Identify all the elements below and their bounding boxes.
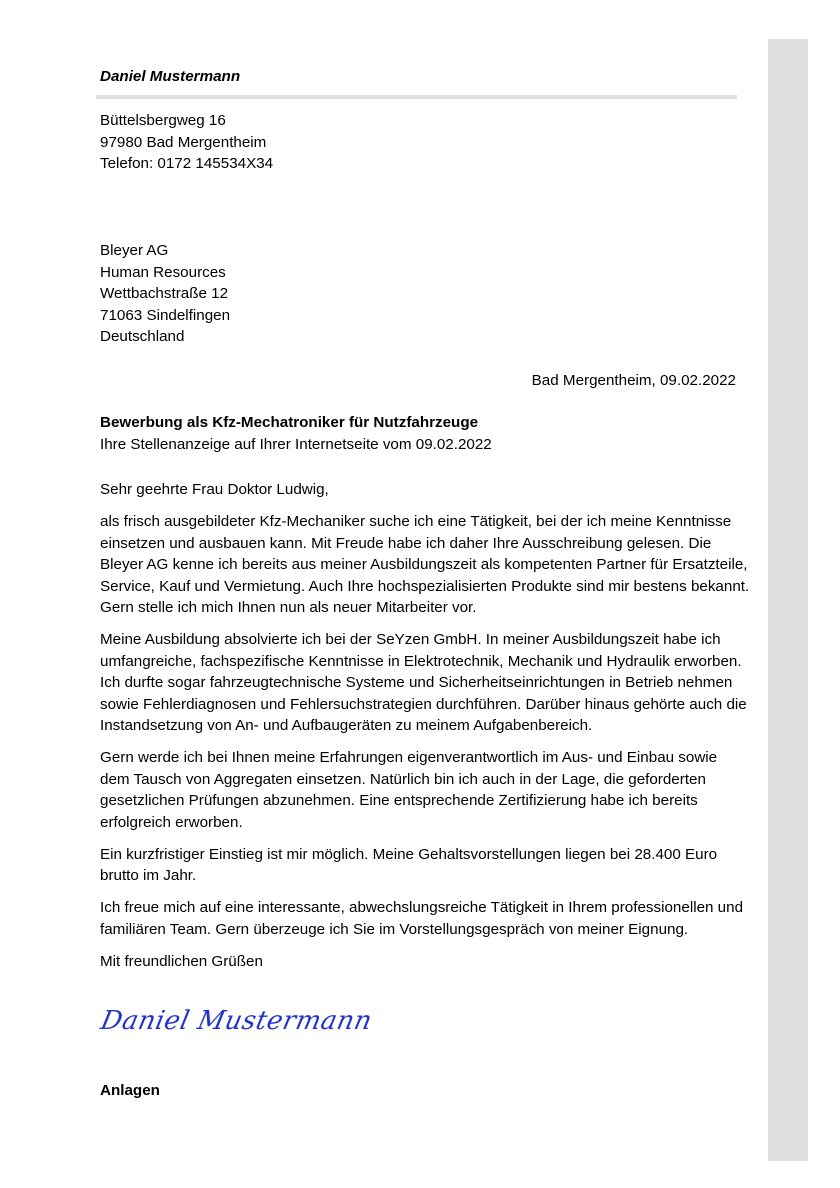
sender-phone: Telefon: 0172 145534X34 bbox=[100, 155, 274, 172]
recipient-country: Deutschland bbox=[100, 328, 185, 345]
sender-name-header: Daniel Mustermann bbox=[100, 68, 241, 85]
closing-formula: Mit freundlichen Grüßen bbox=[100, 952, 263, 970]
place-and-date: Bad Mergentheim, 09.02.2022 bbox=[531, 372, 736, 389]
paragraph-training: Meine Ausbildung absolvierte ich bei der SeYzen GmbH. In meiner Ausbildungszeit habe ich umfangreiche, fachspezifische Kenntnisse in Elektrotechnik, Mechanik und Hydraulik erworben. Ich durfte sogar fahrzeugtechnische Systeme und Sicherheitseinrichtungen in Betrieb nehmen sowie Fehlerdiagnosen und Fehlersuchstrategien durchführen. Darüber hinaus gehörte auch die Instandsetzung von An- und Aufbaugeräten zu meinem Aufgabenbereich. bbox=[100, 631, 747, 734]
recipient-address bbox=[100, 240, 230, 348]
recipient-city: 71063 Sindelfingen bbox=[100, 306, 231, 324]
handwritten-signature: Daniel Mustermann bbox=[98, 1006, 375, 1036]
paragraph-closing-remark: Ich freue mich auf eine interessante, abwechslungsreiche Tätigkeit in Ihrem professionellen und familiären Team. Gern überzeuge ich Sie im Vorstellungsgespräch von meiner Eignung. bbox=[100, 899, 744, 938]
recipient-street: Wettbachstraße 12 bbox=[100, 285, 229, 302]
paragraph-motivation: als frisch ausgebildeter Kfz-Mechaniker suche ich eine Tätigkeit, bei der ich meine Kenntnisse einsetzen und ausbauen kann. Mit Freude habe ich daher Ihre Ausschreibung gelesen. Die Bleyer AG kenne ich bereits aus meiner Ausbildungszeit als kompetenten Partner für Ersatzteile, Service, Kauf und Vermietung. Auch Ihre hochspezialisierten Produkte sind mir bestens bekannt. Gern stelle ich mich Ihnen nun als neuer Mitarbeiter vor. bbox=[100, 513, 750, 616]
salutation: Sehr geehrte Frau Doktor Ludwig, bbox=[100, 481, 329, 498]
paragraph-skills: Gern werde ich bei Ihnen meine Erfahrungen eigenverantwortlich im Aus- und Einbau sowie dem Tausch von Aggregaten einsetzen. Natürlich bin ich auch in der Lage, die geforderten gesetzlichen Prüfungen abzunehmen. Eine entsprechende Zertifizierung habe ich bereits erfolgreich erworben. bbox=[100, 749, 718, 831]
recipient-department: Human Resources bbox=[100, 263, 226, 281]
page-sidebar-bar bbox=[768, 39, 808, 1161]
recipient-company: Bleyer AG bbox=[100, 242, 169, 259]
attachments-label: Anlagen bbox=[100, 1082, 160, 1099]
letter-body bbox=[100, 479, 750, 983]
subject-reference: Ihre Stellenanzeige auf Ihrer Internetseite vom 09.02.2022 bbox=[100, 435, 492, 453]
paragraph-availability-salary: Ein kurzfristiger Einstieg ist mir möglich. Meine Gehaltsvorstellungen liegen bei 28.400 Euro brutto im Jahr. bbox=[100, 845, 718, 884]
header-divider bbox=[96, 95, 737, 99]
subject-title: Bewerbung als Kfz-Mechatroniker für Nutzfahrzeuge bbox=[100, 414, 479, 431]
sender-city: 97980 Bad Mergentheim bbox=[100, 133, 267, 151]
subject-block bbox=[100, 412, 492, 455]
sender-address bbox=[100, 110, 273, 175]
sender-street: Büttelsbergweg 16 bbox=[100, 112, 226, 129]
